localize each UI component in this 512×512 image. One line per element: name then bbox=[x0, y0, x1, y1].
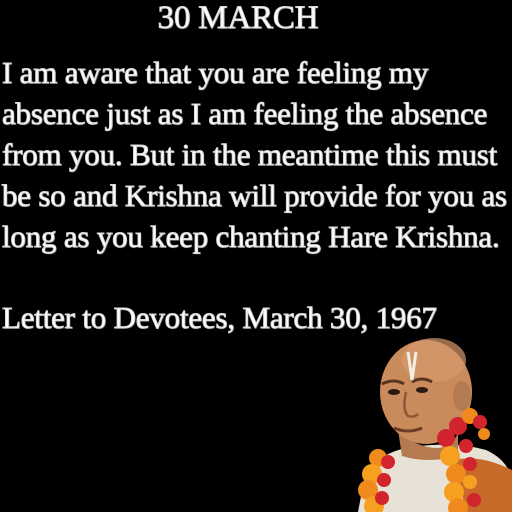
quote-source: Letter to Devotees, March 30, 1967 bbox=[2, 300, 437, 335]
quote-text bbox=[2, 52, 510, 257]
quote-line: absence just as I am feeling the absence bbox=[2, 96, 488, 131]
quote-line: long as you keep chanting Hare Krishna. bbox=[2, 219, 500, 254]
quote-line: I am aware that you are feeling my bbox=[2, 55, 429, 90]
quote-line: be so and Krishna will provide for you as bbox=[2, 178, 507, 213]
portrait-image bbox=[358, 330, 512, 512]
date-heading: 30 MARCH bbox=[157, 0, 319, 36]
quote-line: from you. But in the meantime this must bbox=[2, 137, 498, 172]
